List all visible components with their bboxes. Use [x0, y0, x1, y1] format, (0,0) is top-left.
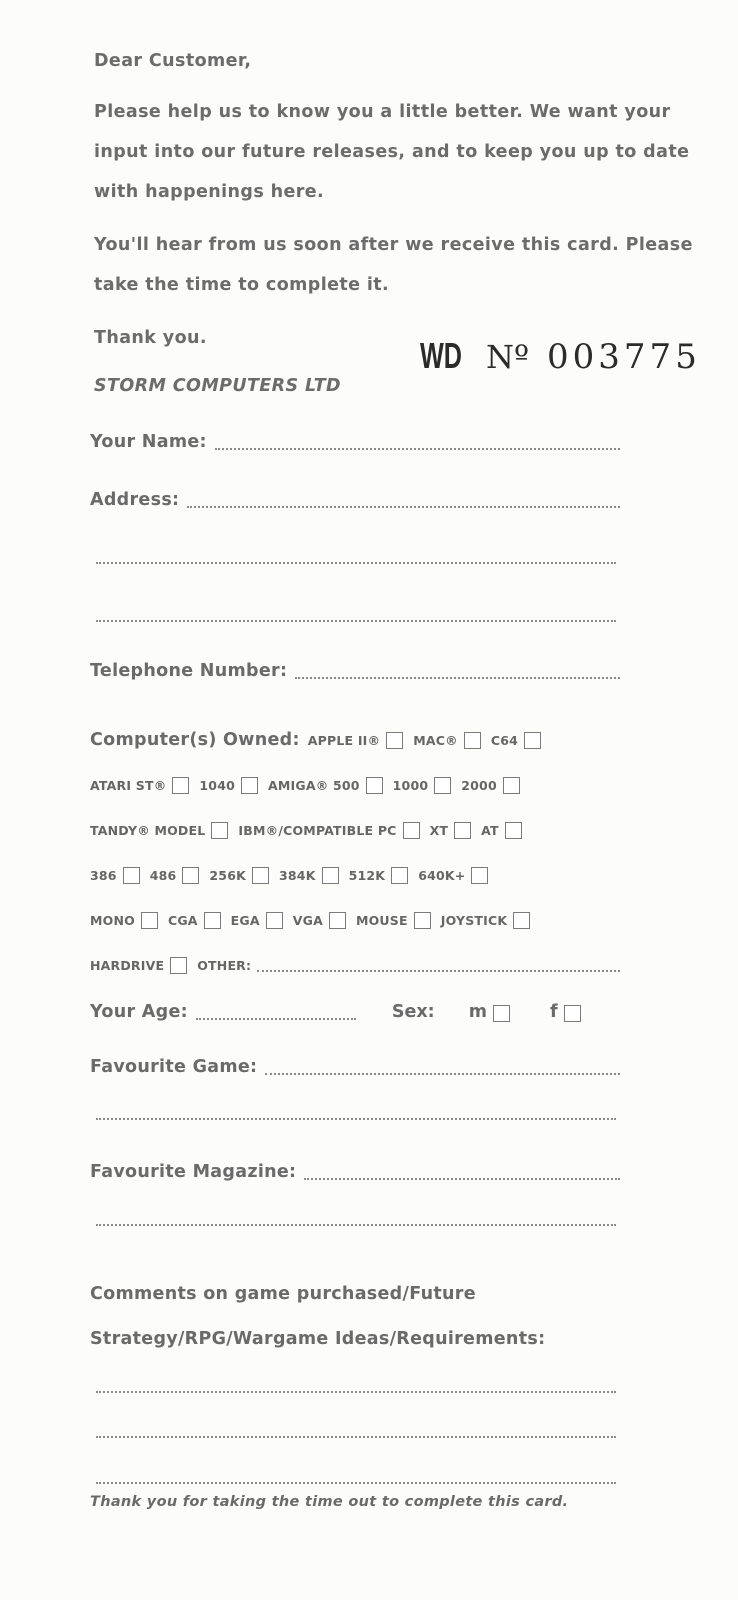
- serial-number: 003775: [547, 337, 701, 377]
- option-at: [481, 822, 532, 839]
- address-field-3[interactable]: [96, 618, 616, 622]
- option-486: [150, 867, 210, 884]
- checkbox-512k[interactable]: [391, 867, 408, 884]
- company-signature: STORM COMPUTERS LTD: [94, 376, 341, 396]
- checkbox-joystick[interactable]: [513, 912, 530, 929]
- comments-field-3[interactable]: [96, 1480, 616, 1484]
- telephone-field[interactable]: [295, 655, 620, 679]
- option-other: [197, 958, 251, 973]
- checkbox-386[interactable]: [123, 867, 140, 884]
- option-1040: [199, 777, 268, 794]
- option-mac: [413, 732, 491, 749]
- option-atari-st: [90, 777, 199, 794]
- computers-label: Computer(s) Owned:: [90, 730, 300, 750]
- computers-row-2: [90, 771, 630, 799]
- checkbox-amiga-500[interactable]: [366, 777, 383, 794]
- comments-label-line2: Strategy/RPG/Wargame Ideas/Requirements:: [90, 1329, 546, 1349]
- telephone-row: [90, 651, 620, 681]
- telephone-label: Telephone Number:: [90, 661, 288, 681]
- option-label: APPLE II®: [307, 732, 381, 748]
- option-mono: [90, 912, 168, 929]
- comments-label-line1: Comments on game purchased/Future: [90, 1284, 476, 1304]
- checkbox-c64[interactable]: [524, 732, 541, 749]
- option-label: IBM®/COMPATIBLE PC: [238, 822, 397, 838]
- address-row: [90, 480, 620, 510]
- checkbox-256k[interactable]: [252, 867, 269, 884]
- option-cga: [168, 912, 231, 929]
- checkbox-384k[interactable]: [322, 867, 339, 884]
- option-256k: [209, 867, 279, 884]
- checkbox-vga[interactable]: [329, 912, 346, 929]
- serial-prefix: WD: [420, 335, 462, 376]
- checkbox-640k-plus[interactable]: [471, 867, 488, 884]
- favourite-magazine-field-1[interactable]: [304, 1156, 620, 1180]
- option-1000: [393, 777, 462, 794]
- checkbox-sex-f[interactable]: [564, 1005, 581, 1022]
- option-label: 486: [149, 867, 177, 883]
- checkbox-atari-st[interactable]: [172, 777, 189, 794]
- checkbox-486[interactable]: [182, 867, 199, 884]
- option-joystick: [441, 912, 541, 929]
- checkbox-hardrive[interactable]: [170, 957, 187, 974]
- computers-row-6: [90, 951, 620, 979]
- intro-paragraph: Please help us to know you a little better. We want your input into our future releases, and to keep you up to date with happenings here.: [94, 102, 690, 202]
- favourite-magazine-field-2[interactable]: [96, 1222, 616, 1226]
- address-label: Address:: [90, 490, 180, 510]
- checkbox-ega[interactable]: [266, 912, 283, 929]
- option-label: MOUSE: [355, 912, 408, 928]
- age-sex-row: [90, 992, 630, 1022]
- option-label: JOYSTICK: [440, 912, 508, 928]
- option-label: 1000: [392, 777, 429, 793]
- serial-no-label: Nº: [485, 338, 530, 376]
- sex-f-label: f: [549, 1002, 558, 1022]
- checkbox-1000[interactable]: [434, 777, 451, 794]
- option-640k-plus: [418, 867, 498, 884]
- option-mouse: [356, 912, 441, 929]
- option-label: AT: [481, 822, 499, 838]
- option-vga: [293, 912, 356, 929]
- checkbox-mono[interactable]: [141, 912, 158, 929]
- option-label: HARDRIVE: [90, 957, 165, 973]
- checkbox-mac[interactable]: [464, 732, 481, 749]
- comments-field-1[interactable]: [96, 1389, 616, 1393]
- option-label: MAC®: [413, 732, 458, 748]
- option-tandy-model: [90, 822, 238, 839]
- option-2000: [461, 777, 530, 794]
- option-ega: [231, 912, 293, 929]
- option-ibm-compatible: [238, 822, 429, 839]
- computers-row-3: [90, 816, 630, 844]
- greeting: Dear Customer,: [94, 51, 252, 71]
- option-xt: [430, 822, 482, 839]
- option-label: 640K+: [418, 867, 466, 883]
- option-hardrive: [90, 957, 197, 974]
- address-field-2[interactable]: [96, 560, 616, 564]
- checkbox-mouse[interactable]: [414, 912, 431, 929]
- option-c64: [491, 732, 551, 749]
- name-field[interactable]: [215, 426, 620, 450]
- serial-stamp: [420, 335, 720, 377]
- option-label: 256K: [209, 867, 246, 883]
- option-apple-ii: [308, 732, 413, 749]
- favourite-game-field-2[interactable]: [96, 1116, 616, 1120]
- option-label: 2000: [461, 777, 497, 793]
- option-label: XT: [429, 822, 449, 838]
- favourite-game-field-1[interactable]: [265, 1051, 620, 1075]
- option-label: 1040: [199, 777, 235, 793]
- name-label: Your Name:: [90, 432, 207, 452]
- age-field[interactable]: [196, 996, 356, 1020]
- option-label: TANDY® MODEL: [90, 822, 206, 838]
- option-384k: [279, 867, 349, 884]
- option-label: VGA: [292, 912, 323, 928]
- checkbox-at[interactable]: [505, 822, 522, 839]
- option-label: OTHER:: [197, 957, 252, 973]
- favourite-magazine-label: Favourite Magazine:: [90, 1162, 297, 1182]
- option-label: C64: [490, 732, 518, 748]
- option-amiga-500: [268, 777, 393, 794]
- option-label: AMIGA® 500: [268, 777, 360, 793]
- option-label: MONO: [90, 912, 135, 928]
- address-field-1[interactable]: [187, 484, 620, 508]
- computers-row-5: [90, 906, 630, 934]
- favourite-game-label: Favourite Game:: [90, 1057, 258, 1077]
- checkbox-2000[interactable]: [503, 777, 520, 794]
- checkbox-sex-m[interactable]: [493, 1005, 510, 1022]
- sex-m-label: m: [468, 1002, 487, 1022]
- option-386: [90, 867, 150, 884]
- checkbox-1040[interactable]: [241, 777, 258, 794]
- option-label: 384K: [279, 867, 316, 883]
- option-label: 512K: [348, 867, 386, 883]
- option-label: CGA: [167, 912, 198, 928]
- followup-paragraph: You'll hear from us soon after we receive this card. Please take the time to complete it.: [94, 235, 693, 295]
- sex-label: Sex:: [391, 1002, 435, 1022]
- checkbox-xt[interactable]: [454, 822, 471, 839]
- name-row: [90, 422, 620, 452]
- option-label: EGA: [230, 912, 260, 928]
- comments-field-2[interactable]: [96, 1434, 616, 1438]
- footer-thanks: Thank you for taking the time out to complete this card.: [90, 1494, 569, 1510]
- checkbox-tandy-model[interactable]: [211, 822, 228, 839]
- checkbox-apple-ii[interactable]: [386, 732, 403, 749]
- checkbox-ibm-compatible[interactable]: [403, 822, 420, 839]
- favourite-magazine-row: [90, 1152, 620, 1182]
- other-field[interactable]: [257, 956, 620, 972]
- age-label: Your Age:: [90, 1002, 188, 1022]
- option-512k: [349, 867, 419, 884]
- favourite-game-row: [90, 1047, 620, 1077]
- thanks-text: Thank you.: [94, 328, 207, 348]
- option-label: 386: [90, 867, 117, 883]
- computers-row-1: [90, 726, 630, 754]
- option-label: ATARI ST®: [90, 777, 167, 793]
- computers-row-4: [90, 861, 630, 889]
- checkbox-cga[interactable]: [204, 912, 221, 929]
